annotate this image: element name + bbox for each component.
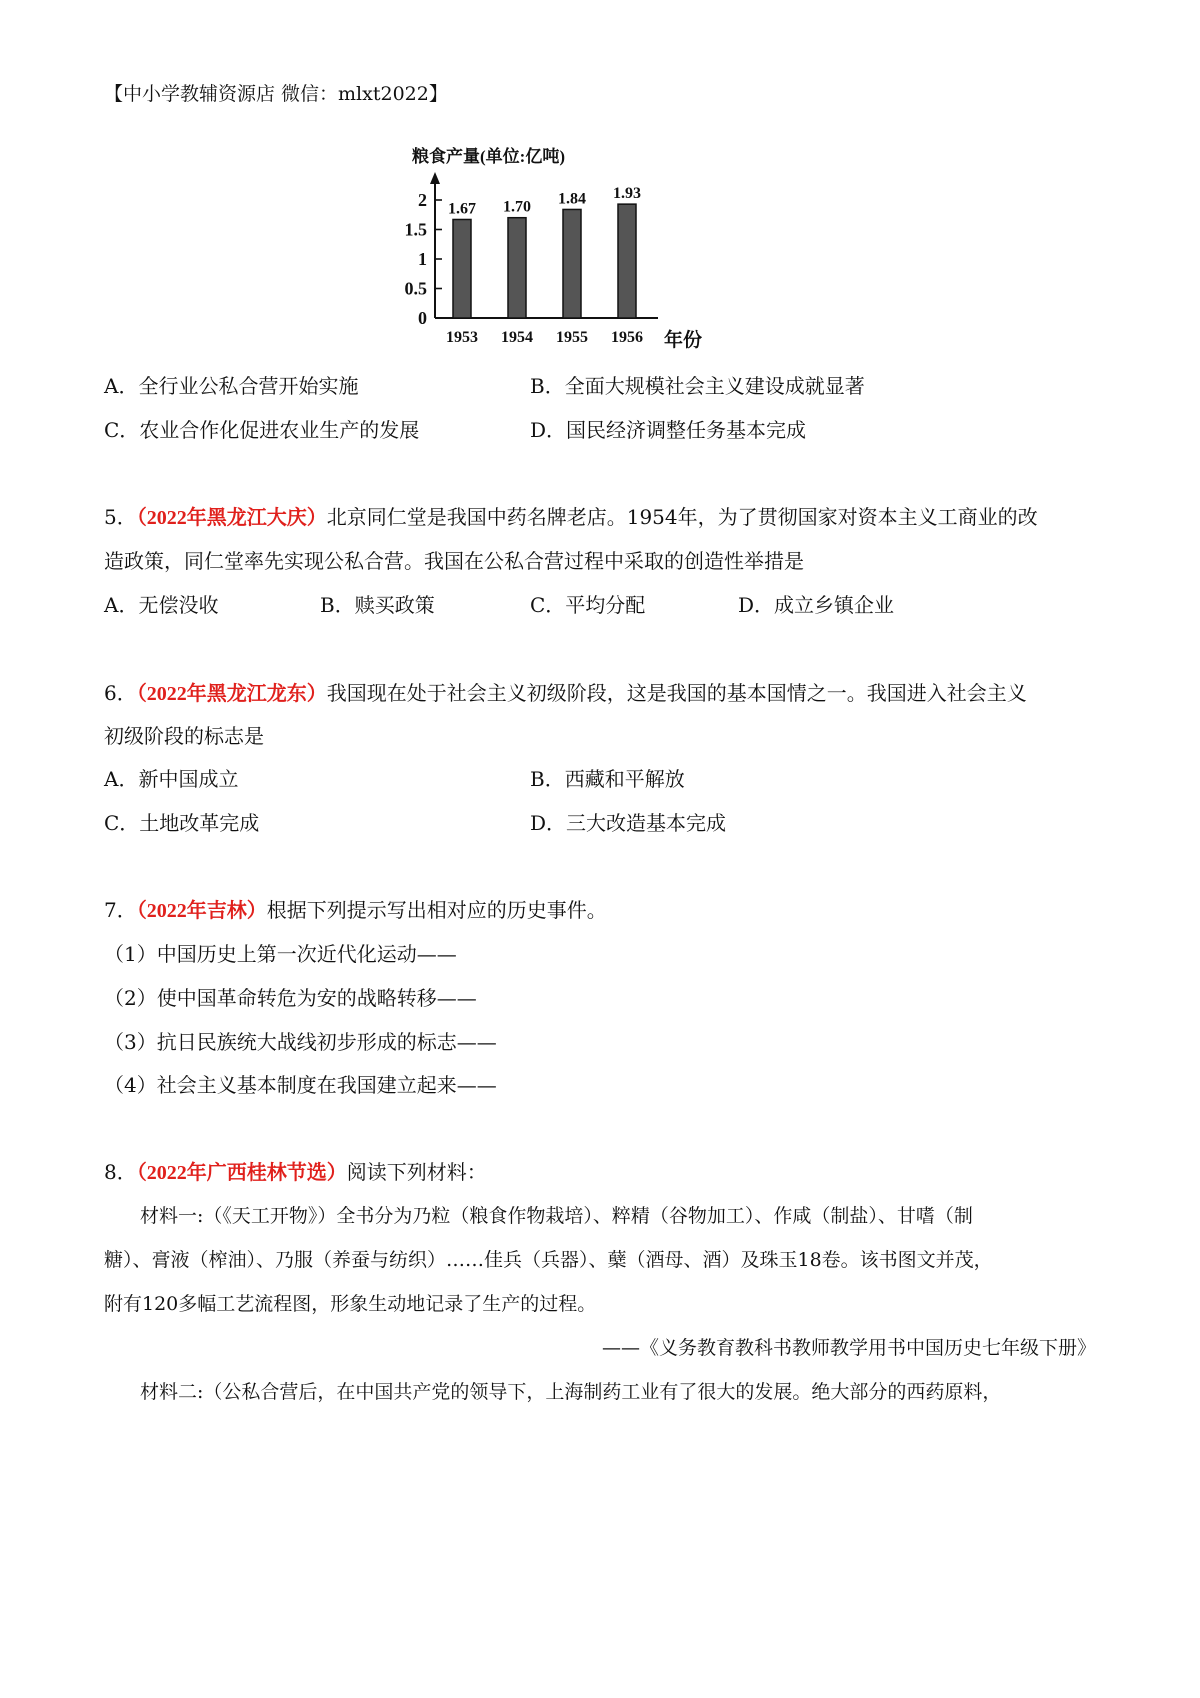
q5-option-c: C．平均分配 [530,593,646,617]
q6-option-d: D．三大改造基本完成 [530,811,727,835]
chart-canvas [390,140,730,365]
bar [563,209,581,318]
y-tick-label: 2 [418,190,427,210]
q5-stem [104,503,1038,532]
q8-stem-text: 阅读下列材料： [346,1160,487,1184]
q6-option-c: C．土地改革完成 [104,811,260,835]
bar-value-label: 1.67 [448,200,476,218]
chart-title: 粮食产量(单位:亿吨) [412,147,565,166]
q4-option-a: A．全行业公私合营开始实施 [104,374,359,398]
q4-option-d: D．国民经济调整任务基本完成 [530,418,807,442]
q6-number: 6． [104,681,137,705]
q6-option-a: A．新中国成立 [104,767,239,791]
q6-source: （2022年黑龙江龙东） [136,683,327,705]
y-tick-label: 0.5 [404,278,427,299]
q5-stem-line1: 北京同仁堂是我国中药名牌老店。1954年，为了贯彻国家对资本主义工商业的改 [326,505,1038,529]
q4-option-c: C．农业合作化促进农业生产的发展 [104,418,420,442]
q5-option-d: D．成立乡镇企业 [738,593,895,617]
q6-stem-line1: 我国现在处于社会主义初级阶段，这是我国的基本国情之一。我国进入社会主义 [326,681,1027,705]
bar-value-label: 1.70 [503,198,531,216]
q7-number: 7． [104,898,137,922]
q4-option-b: B．全面大规模社会主义建设成就显著 [530,374,865,398]
q6-option-b: B．西藏和平解放 [530,767,685,791]
q7-stem-text: 根据下列提示写出相对应的历史事件。 [266,898,607,922]
q8-source: （2022年广西桂林节选） [136,1162,347,1184]
bar-value-label: 1.84 [558,190,586,208]
q7-item-2: （2）使中国革命转危为安的战略转移—— [104,986,477,1010]
q8-material1-line2: 糖）、膏液（榨油）、乃服（养蚕与纺织）……佳兵（兵器）、蘖（酒母、酒）及珠玉18卷。该书图文并茂， [104,1249,993,1271]
q6-stem [104,679,1027,708]
q8-material1-line3: 附有120多幅工艺流程图，形象生动地记录了生产的过程。 [104,1293,597,1315]
q5-number: 5． [104,505,137,529]
q7-item-4: （4）社会主义基本制度在我国建立起来—— [104,1073,497,1097]
q8-material1-line1: 材料一:（《天工开物》）全书分为乃粒（粮食作物栽培）、粹精（谷物加工）、作咸（制盐）、甘嗜（制 [140,1205,973,1227]
bar [618,204,636,318]
q8-material1-source: ——《义务教育教科书教师教学用书中国历史七年级下册》 [601,1337,1096,1359]
q5-option-a: A．无偿没收 [104,593,219,617]
y-tick-label: 1 [418,249,427,269]
q8-number: 8． [104,1160,137,1184]
bar [508,218,526,318]
q7-source: （2022年吉林） [136,900,267,922]
q8-material2-line1: 材料二:（公私合营后，在中国共产党的领导下，上海制药工业有了很大的发展。绝大部分的西药原料， [140,1381,1002,1403]
y-axis-arrow [430,172,440,184]
q5-source: （2022年黑龙江大庆） [136,507,327,529]
x-axis-label: 年份 [664,330,703,351]
x-tick-label: 1956 [611,329,643,346]
x-tick-label: 1954 [501,329,533,346]
bar [453,219,471,318]
q5-option-b: B．赎买政策 [320,593,435,617]
q6-stem-line2: 初级阶段的标志是 [104,724,264,748]
q7-item-3: （3）抗日民族统大战线初步形成的标志—— [104,1030,497,1054]
q5-stem-line2: 造政策，同仁堂率先实现公私合营。我国在公私合营过程中采取的创造性举措是 [104,549,804,573]
x-tick-label: 1953 [446,329,478,346]
q7-item-1: （1）中国历史上第一次近代化运动—— [104,942,457,966]
bar-value-label: 1.93 [613,185,641,203]
grain-output-chart [390,140,730,365]
y-tick-label: 0 [418,308,427,328]
header-watermark: 【中小学教辅资源店 微信：mlxt2022】 [104,83,448,105]
x-tick-label: 1955 [556,329,588,346]
y-tick-label: 1.5 [404,219,427,240]
q8-stem [104,1158,487,1187]
q7-stem [104,896,607,925]
